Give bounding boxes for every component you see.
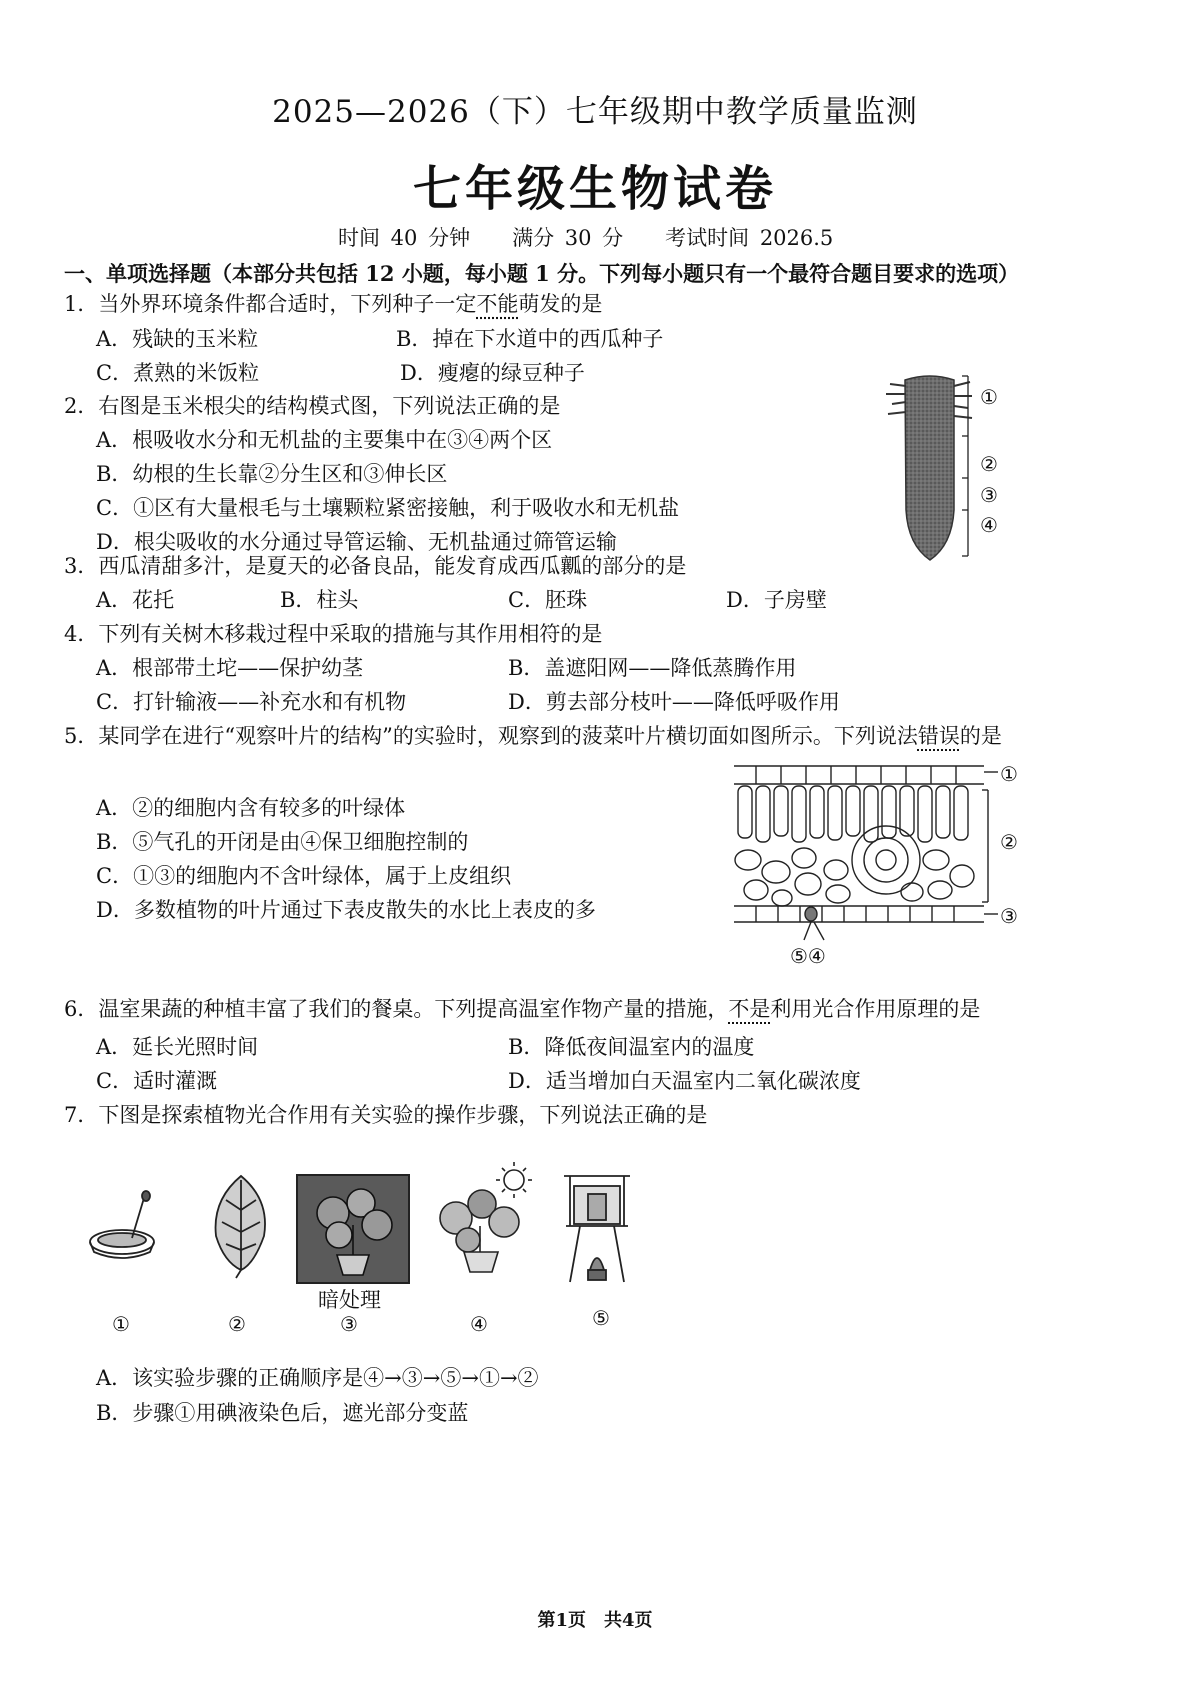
q3-option-c: C．胚珠 [508,588,588,612]
leaf-label-3: ③ [1000,904,1018,928]
dark-treatment-label: 暗处理 [318,1288,381,1312]
question-2-stem: 2．右图是玉米根尖的结构模式图，下列说法正确的是 [64,394,561,418]
leaf-cross-section-figure [726,760,1006,940]
step-label-3: ③ [340,1312,358,1336]
question-6-stem: 6．温室果蔬的种植丰富了我们的餐桌。下列提高温室作物产量的措施，不是利用光合作用原理的是 [64,997,981,1021]
q5-option-d: D．多数植物的叶片通过下表皮散失的水比上表皮的多 [96,898,596,922]
q3-option-b: B．柱头 [280,588,359,612]
question-7-stem: 7．下图是探索植物光合作用有关实验的操作步骤，下列说法正确的是 [64,1103,708,1127]
q5-option-a: A．②的细胞内含有较多的叶绿体 [96,796,406,820]
q4-option-d: D．剪去部分枝叶——降低呼吸作用 [508,690,840,714]
step-5-water-bath-figure [560,1170,640,1288]
leaf-label-1: ① [1000,762,1018,786]
step-2-leaf-figure [206,1170,276,1280]
q7-option-a: A．该实验步骤的正确顺序是④→③→⑤→①→② [96,1366,539,1390]
q6-option-d: D．适当增加白天温室内二氧化碳浓度 [508,1069,861,1093]
step-1-iodine-dish-figure [84,1190,164,1270]
leaf-label-2: ② [1000,830,1018,854]
q1-option-c: C．煮熟的米饭粒 [96,361,260,385]
emphasis: 错误 [917,724,960,748]
q1-option-b: B．掉在下水道中的西瓜种子 [396,327,664,351]
question-4-stem: 4．下列有关树木移栽过程中采取的措施与其作用相符的是 [64,622,603,646]
q4-option-a: A．根部带土坨——保护幼茎 [96,656,364,680]
step-3-dark-treatment-figure [297,1175,409,1283]
root-label-1: ① [980,385,998,409]
root-label-2: ② [980,452,998,476]
q1-option-a: A．残缺的玉米粒 [96,327,259,351]
exam-title: 七年级生物试卷 [412,161,777,217]
q6-option-c: C．适时灌溉 [96,1069,218,1093]
question-1-stem: 1．当外界环境条件都合适时，下列种子一定不能萌发的是 [64,292,603,316]
q1-option-d: D．瘦瘪的绿豆种子 [400,361,585,385]
step-4-plant-sun-figure [432,1160,542,1280]
section-heading: 一、单项选择题（本部分共包括 12 小题，每小题 1 分。下列每小题只有一个最符合题目要求的选项） [64,261,1020,286]
step-label-1: ① [112,1312,130,1336]
q6-option-b: B．降低夜间温室内的温度 [508,1035,755,1059]
step-label-4: ④ [470,1312,488,1336]
root-label-4: ④ [980,513,998,537]
question-5-stem: 5．某同学在进行“观察叶片的结构”的实验时，观察到的菠菜叶片横切面如图所示。下列说法错误的是 [64,724,1002,748]
q5-option-c: C．①③的细胞内不含叶绿体，属于上皮组织 [96,864,512,888]
step-label-5: ⑤ [592,1306,610,1330]
q2-option-c: C．①区有大量根毛与土壤颗粒紧密接触，利于吸收水和无机盐 [96,496,680,520]
question-3-stem: 3．西瓜清甜多汁，是夏天的必备良品，能发育成西瓜瓤的部分的是 [64,554,687,578]
q3-option-a: A．花托 [96,588,175,612]
q4-option-b: B．盖遮阳网——降低蒸腾作用 [508,656,797,680]
q6-option-a: A．延长光照时间 [96,1035,259,1059]
q2-option-d: D．根尖吸收的水分通过导管运输、无机盐通过筛管运输 [96,530,617,554]
q4-option-c: C．打针输液——补充水和有机物 [96,690,407,714]
q2-option-a: A．根吸收水分和无机盐的主要集中在③④两个区 [96,428,553,452]
q7-option-b: B．步骤①用碘液染色后，遮光部分变蓝 [96,1401,469,1425]
q2-option-b: B．幼根的生长靠②分生区和③伸长区 [96,462,448,486]
q5-option-b: B．⑤气孔的开闭是由④保卫细胞控制的 [96,830,469,854]
step-label-2: ② [228,1312,246,1336]
emphasis: 不是 [728,997,771,1021]
q3-option-d: D．子房壁 [726,588,827,612]
root-tip-figure [870,370,1040,570]
exam-meta: 时间 40 分钟 满分 30 分 考试时间 2026.5 [338,226,834,250]
emphasis: 不能 [476,292,519,316]
root-label-3: ③ [980,483,998,507]
page-footer: 第1页 共4页 [537,1610,653,1631]
exam-subtitle: 2025—2026（下）七年级期中教学质量监测 [272,94,918,130]
leaf-label-5-4: ⑤④ [790,944,826,968]
